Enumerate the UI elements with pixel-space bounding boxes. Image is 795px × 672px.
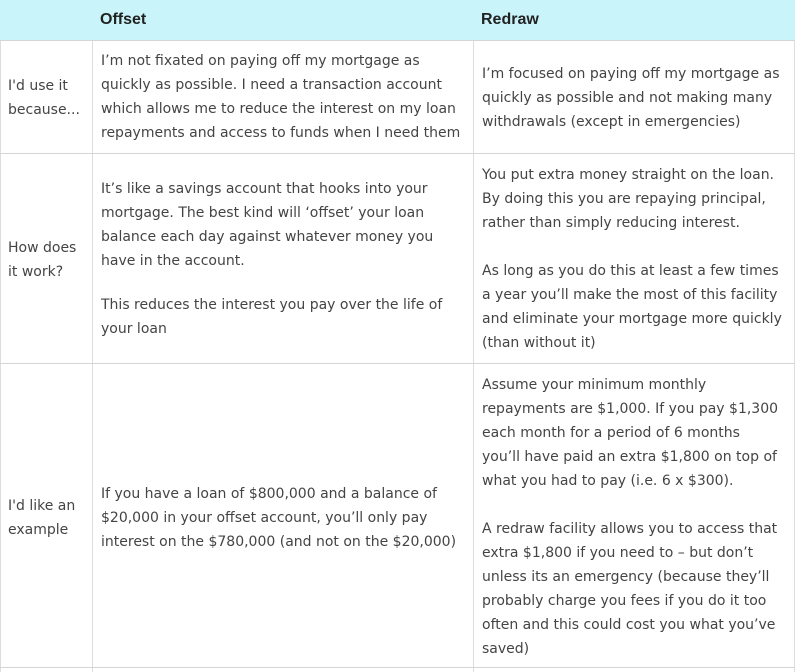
- row-divider: [0, 667, 795, 668]
- cell-paragraph: Assume your minimum monthly repayments are $1,000. If you pay $1,300 each month for a period of 6 months you’ll have paid an extra $1,800 on top of what you had to pay (i.e. 6 x $300).: [482, 377, 779, 489]
- offset-cell: [101, 482, 465, 554]
- row-label-line: I'd like an: [8, 498, 76, 514]
- row-divider: [0, 363, 795, 364]
- offset-cell: [101, 49, 465, 145]
- row-label-use-because: [8, 74, 80, 122]
- cell-paragraph: This reduces the interest you pay over the life of your loan: [101, 297, 443, 337]
- cell-paragraph: You put extra money straight on the loan. By doing this you are repaying principal, rather than simply reducing interest.: [482, 167, 775, 231]
- column-divider: [92, 40, 93, 672]
- table-header: [0, 0, 795, 40]
- row-label-line: it work?: [8, 264, 64, 280]
- row-label-line: I'd use it: [8, 78, 68, 94]
- row-label-line: example: [8, 522, 69, 538]
- redraw-cell: [482, 163, 789, 355]
- redraw-cell: [482, 62, 787, 134]
- row-label-how-work: [8, 236, 76, 284]
- row-label-line: How does: [8, 240, 77, 256]
- offset-cell: [101, 177, 465, 341]
- row-label-line: because...: [8, 102, 80, 118]
- cell-paragraph: As long as you do this at least a few times a year you’ll make the most of this facility and eliminate your mortgage more quickly (than without it): [482, 263, 782, 351]
- offset-column-header: Offset: [100, 11, 147, 28]
- redraw-cell: [482, 373, 782, 661]
- column-divider: [473, 40, 474, 672]
- row-divider: [0, 40, 795, 41]
- row-divider: [0, 153, 795, 154]
- cell-paragraph: I’m focused on paying off my mortgage as quickly as possible and not making many withdrawals (except in emergencies): [482, 66, 780, 130]
- cell-paragraph: A redraw facility allows you to access that extra $1,800 if you need to – but don’t unless its an emergency (because they’ll probably charge you fees if you do it too often and this could cost you what you’ve saved): [482, 521, 778, 657]
- table-border-left: [0, 40, 1, 672]
- row-label-example: [8, 494, 75, 542]
- redraw-column-header: Redraw: [481, 11, 539, 28]
- cell-paragraph: If you have a loan of $800,000 and a balance of $20,000 in your offset account, you’ll only pay interest on the $780,000 (and not on the $20,000): [101, 486, 457, 550]
- cell-paragraph: I’m not fixated on paying off my mortgage as quickly as possible. I need a transaction account which allows me to reduce the interest on my loan repayments and access to funds when I need them: [101, 53, 461, 141]
- cell-paragraph: It’s like a savings account that hooks into your mortgage. The best kind will ‘offset’ your loan balance each day against whatever money you have in the account.: [101, 181, 434, 269]
